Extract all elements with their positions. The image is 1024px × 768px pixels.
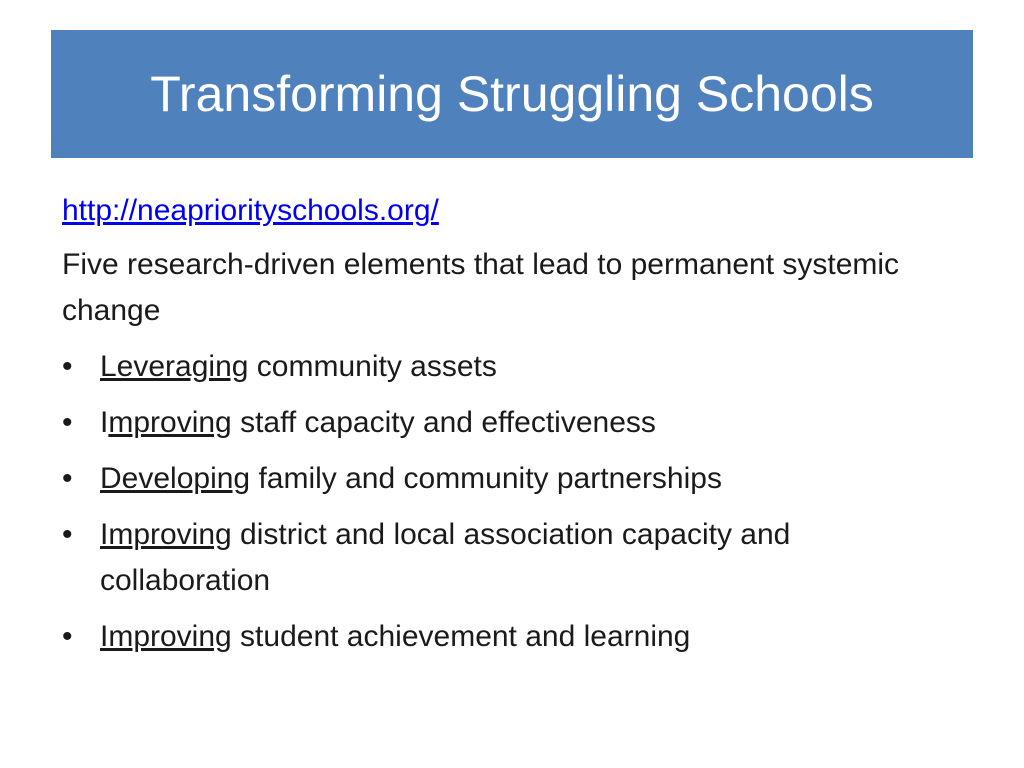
bullet-keyword: Leveraging [100, 350, 249, 383]
list-item [62, 344, 962, 390]
intro-text: Five research-driven elements that lead to permanent systemic change [62, 248, 900, 327]
bullet-keyword: Improving [100, 518, 232, 551]
bullet-icon: • [62, 350, 73, 383]
bullet-icon: • [62, 406, 73, 439]
bullet-text: student achievement and learning [231, 620, 691, 653]
bullet-prefix: I [100, 406, 109, 439]
bullet-icon: • [62, 620, 73, 653]
element-list [62, 344, 962, 660]
bullet-keyword: mproving [108, 406, 232, 439]
list-item [62, 400, 962, 446]
bullet-text: district and local association capacity and collaboration [100, 518, 791, 597]
bullet-keyword: Improving [100, 620, 232, 653]
bullet-icon: • [62, 518, 73, 551]
neapriorityschools-link[interactable]: http://neapriorityschools.org/ [62, 194, 439, 227]
bullet-keyword: Developing [100, 462, 251, 495]
slide-title: Transforming Struggling Schools [150, 66, 874, 122]
title-bar [51, 30, 973, 158]
list-item [62, 614, 962, 660]
list-item [62, 456, 962, 502]
bullet-text: family and community partnerships [250, 462, 722, 495]
bullet-text: staff capacity and effectiveness [231, 406, 656, 439]
list-item [62, 512, 962, 604]
bullet-icon: • [62, 462, 73, 495]
slide-content [62, 188, 962, 670]
bullet-text: community assets [248, 350, 497, 383]
